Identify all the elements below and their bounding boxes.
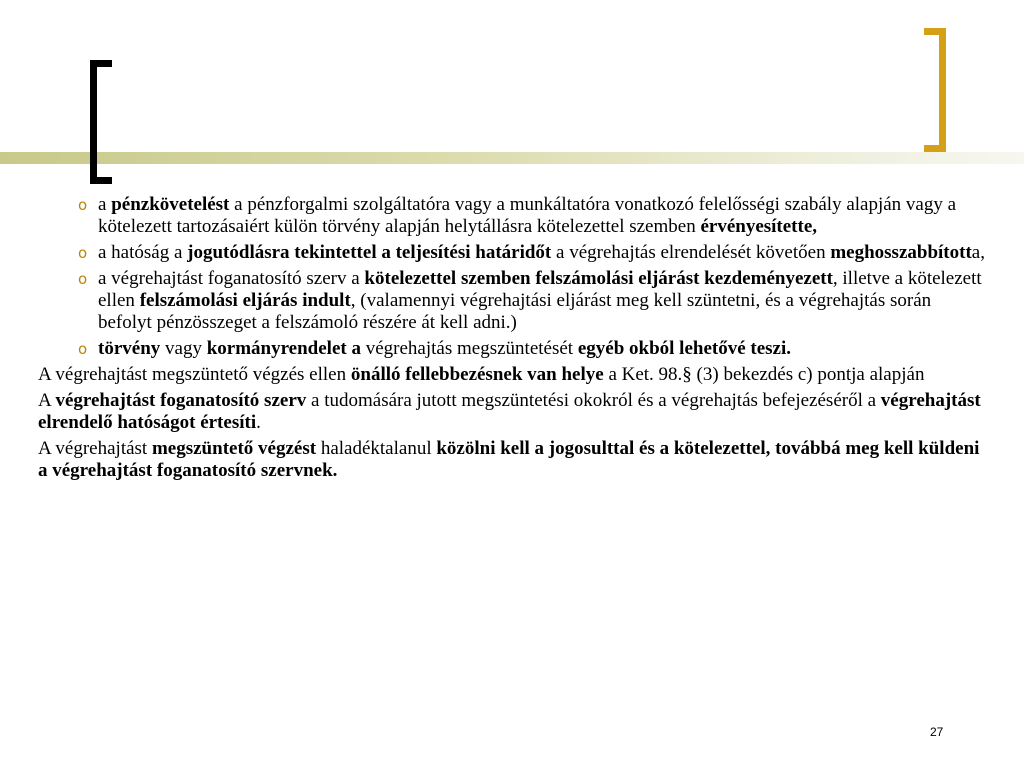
bullet-item bbox=[38, 242, 988, 264]
bullet-item bbox=[38, 268, 988, 334]
bold-text-segment: egyéb okból lehetővé teszi. bbox=[577, 338, 792, 359]
bullet-circle-icon: o bbox=[78, 196, 88, 214]
bullet-item bbox=[38, 194, 988, 238]
decorative-bar bbox=[0, 152, 1024, 164]
text-segment: a tudomására jutott megszüntetési okokról és a végrehajtás befejezéséről a bbox=[306, 390, 881, 411]
bullet-text bbox=[98, 242, 985, 263]
page-number: 27 bbox=[930, 725, 944, 739]
bold-text-segment: felszámolási eljárás indult bbox=[139, 290, 351, 311]
slide-body bbox=[38, 194, 988, 486]
text-segment: vagy bbox=[160, 338, 207, 359]
text-segment: végrehajtás megszüntetését bbox=[360, 338, 578, 359]
bullet-circle-icon: o bbox=[78, 340, 88, 358]
text-segment: . bbox=[256, 412, 261, 433]
bullet-item bbox=[38, 338, 988, 360]
bold-text-segment: közölni kell a jogosulttal és a kötelezettel, továbbá meg kell küldeni a végrehajtást foganatosító szervnek. bbox=[38, 438, 980, 481]
bold-text-segment: érvényesítette, bbox=[700, 216, 818, 237]
bullet-text bbox=[98, 338, 791, 359]
text-segment: a Ket. 98.§ (3) bekezdés c) pontja alapján bbox=[603, 364, 925, 385]
text-segment: a bbox=[98, 194, 112, 215]
text-segment: A bbox=[38, 390, 56, 411]
left-bracket-decoration bbox=[90, 60, 112, 184]
bullet-text bbox=[98, 194, 956, 237]
bold-text-segment: kormányrendelet a bbox=[206, 338, 361, 359]
text-segment: a végrehajtás elrendelését követően bbox=[551, 242, 831, 263]
text-segment: a végrehajtást foganatosító szerv a bbox=[98, 268, 365, 289]
text-segment: a hatóság a bbox=[98, 242, 188, 263]
bold-text-segment: meghosszabbított bbox=[830, 242, 972, 263]
text-segment: a pénzforgalmi szolgáltatóra vagy a munkáltatóra vonatkozó felelősségi szabály alapján vagy a kötelezett tartozásaiért külön törvény alapján helytállásra kötelezettel szemben bbox=[98, 194, 957, 237]
paragraph-notification bbox=[38, 390, 988, 434]
bold-text-segment: pénzkövetelést bbox=[111, 194, 230, 215]
bullet-list bbox=[38, 194, 988, 360]
text-segment: A végrehajtást bbox=[38, 438, 152, 459]
text-segment: , (valamennyi végrehajtási eljárást meg kell szüntetni, és a végrehajtás során befolyt pénzösszeget a felszámoló részére át kell adni.) bbox=[98, 290, 932, 333]
bold-text-segment: önálló fellebbezésnek van helye bbox=[350, 364, 604, 385]
text-segment: A végrehajtást megszüntető végzés ellen bbox=[38, 364, 351, 385]
bold-text-segment: megszüntető végzést bbox=[151, 438, 317, 459]
paragraph-appeal bbox=[38, 364, 988, 386]
text-segment: haladéktalanul bbox=[316, 438, 437, 459]
bold-text-segment: jogutódlásra tekintettel a teljesítési határidőt bbox=[187, 242, 552, 263]
paragraph-communication bbox=[38, 438, 988, 482]
bold-text-segment: végrehajtást elrendelő hatóságot értesíti bbox=[38, 390, 981, 433]
bullet-text bbox=[98, 268, 982, 333]
bold-text-segment: kötelezettel szemben felszámolási eljárást kezdeményezett bbox=[364, 268, 833, 289]
text-segment: , illetve a kötelezett ellen bbox=[98, 268, 982, 311]
bold-text-segment: végrehajtást foganatosító szerv bbox=[55, 390, 307, 411]
right-bracket-decoration bbox=[924, 28, 946, 152]
bullet-circle-icon: o bbox=[78, 270, 88, 288]
text-segment: a, bbox=[971, 242, 985, 263]
bold-text-segment: törvény bbox=[98, 338, 161, 359]
bullet-circle-icon: o bbox=[78, 244, 88, 262]
